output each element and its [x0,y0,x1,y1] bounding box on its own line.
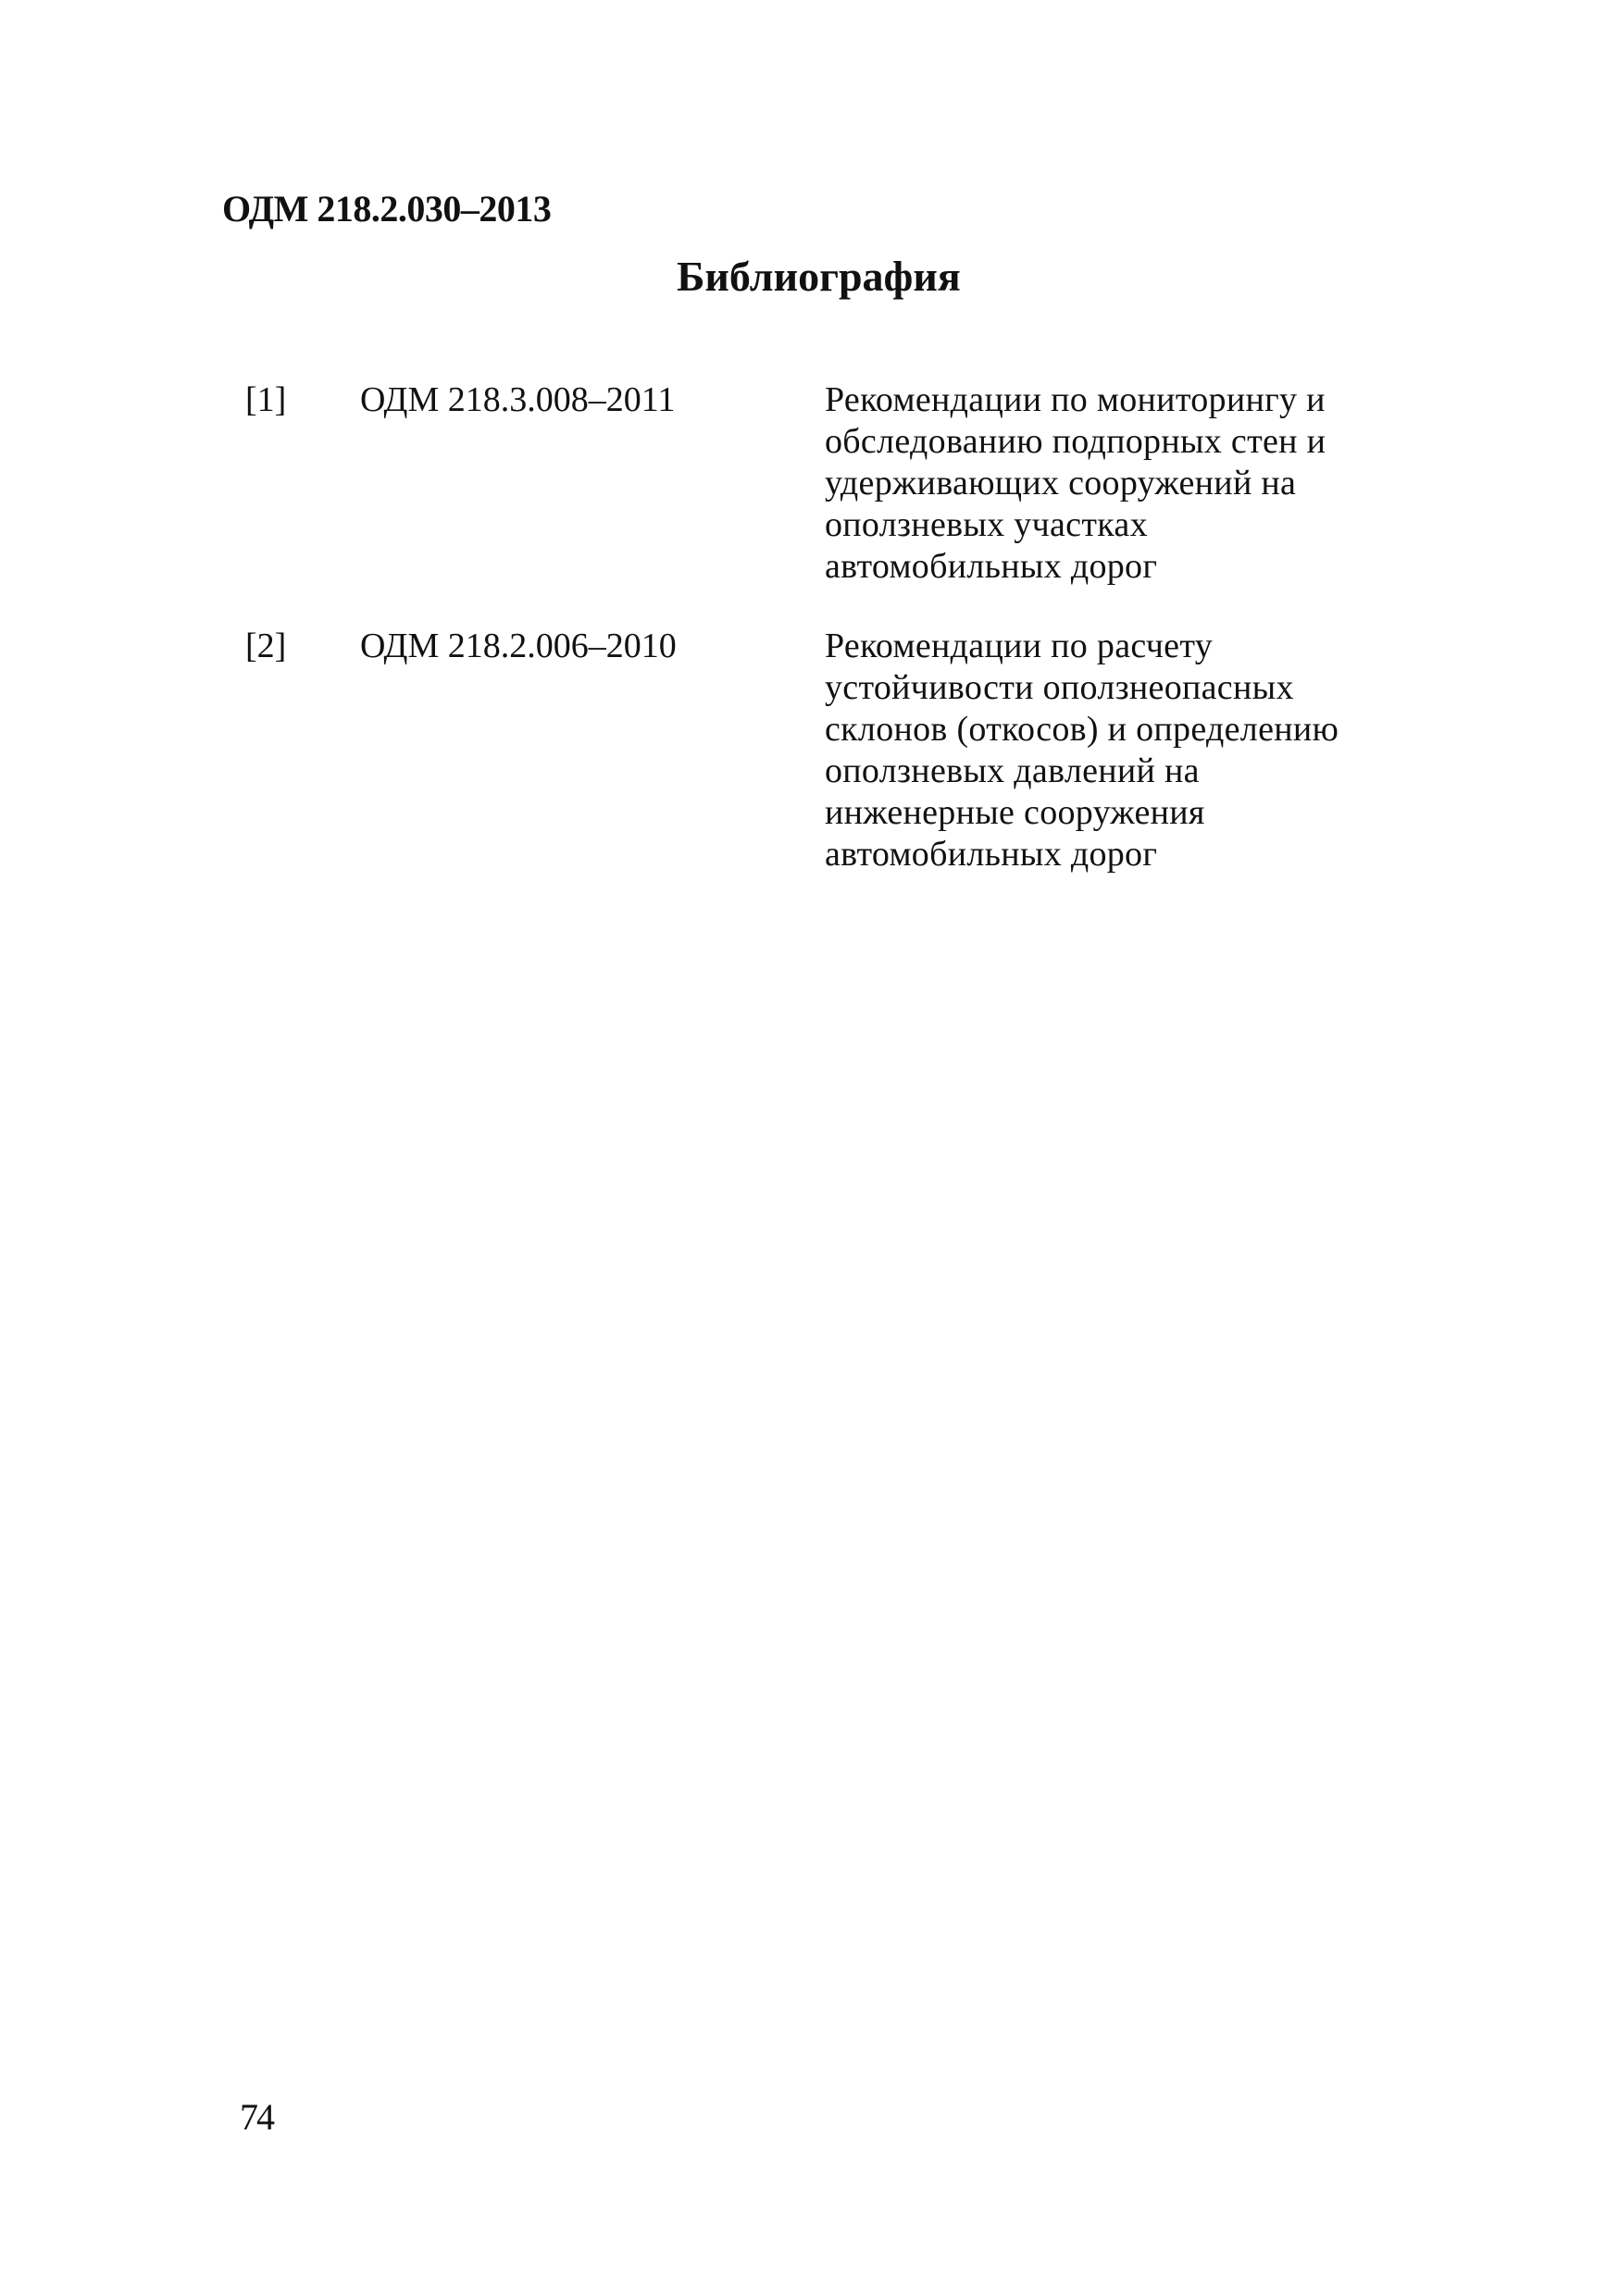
document-code-header: ОДМ 218.2.030–2013 [222,188,552,230]
entry-number: [1] [245,380,287,419]
entry-number: [2] [245,627,287,665]
entry-document-code: ОДМ 218.2.006–2010 [360,627,677,665]
section-title: Библиография [677,253,961,300]
page-number: 74 [240,2096,273,2138]
entry-title: Рекомендации по мониторингу и обследованию подпорных стен и удерживающих сооружений на оползневых участках автомобильных дорог [825,380,1326,586]
entry-document-code: ОДМ 218.3.008–2011 [360,380,676,419]
entry-title: Рекомендации по расчету устойчивости оползнеопасных склонов (откосов) и определению оползневых давлений на инженерные сооружения автомобильных дорог [825,627,1339,874]
